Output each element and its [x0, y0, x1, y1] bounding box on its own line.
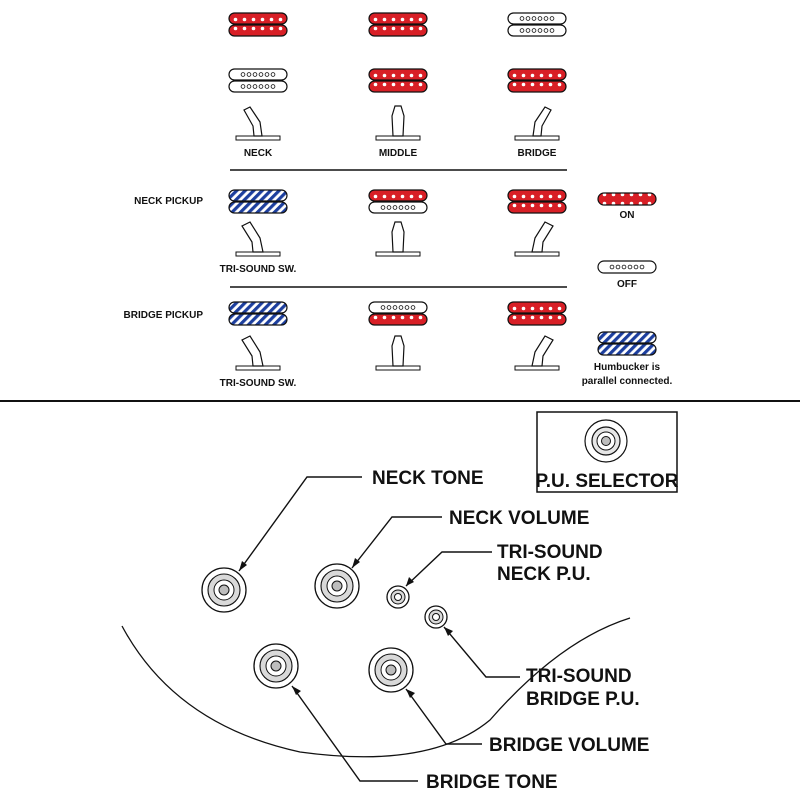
tri-sound-sw-label-2: TRI-SOUND SW. [219, 378, 297, 389]
leader-neck-volume [352, 517, 442, 568]
position-neck-label: NECK [243, 148, 273, 159]
switch-bridge [515, 107, 559, 140]
legend-parallel-line1: Humbucker is [593, 362, 661, 373]
neck-volume-knob [315, 564, 359, 608]
arrowhead-tri-neck [406, 577, 414, 586]
tri-sound-switch-bridge-3 [515, 336, 559, 370]
neck-tone-label: NECK TONE [372, 468, 484, 489]
tri-sound-switch-neck-1 [236, 222, 280, 256]
legend-parallel-line2: parallel connected. [581, 376, 673, 387]
leader-bridge-tone [292, 686, 418, 781]
neck-tone-knob [202, 568, 246, 612]
humbucker-bridge-parallel [229, 302, 287, 325]
bridge-tone-label: BRIDGE TONE [426, 772, 558, 793]
tri-sound-switch-bridge-2 [376, 336, 420, 370]
switch-middle [376, 106, 420, 140]
position-middle-label: MIDDLE [378, 148, 418, 159]
neck-pickup-row-label: NECK PICKUP [134, 196, 203, 207]
legend-on-pickup [598, 193, 656, 205]
tri-sound-neck-switch [387, 586, 409, 608]
arrowhead-bridge-volume [406, 689, 415, 698]
humbucker-middle-pos-lower [369, 69, 427, 92]
pu-selector-label: P.U. SELECTOR [535, 471, 679, 492]
leader-neck-tone [239, 477, 362, 571]
humbucker-neck-parallel [229, 190, 287, 213]
position-bridge-label: BRIDGE [517, 148, 557, 159]
humbucker-neck-pos-upper [229, 13, 287, 36]
bridge-pickup-row-label: BRIDGE PICKUP [123, 310, 203, 321]
leader-tri-neck [406, 552, 492, 586]
leader-tri-bridge [444, 627, 520, 677]
arrowhead-bridge-tone [292, 686, 301, 695]
humbucker-neck-series [369, 190, 427, 213]
tri-sound-switch-neck-3 [515, 222, 559, 256]
switch-neck [236, 107, 280, 140]
tri-sound-bridge-label-1: TRI-SOUND [526, 666, 632, 687]
leader-bridge-volume [406, 689, 482, 744]
tri-sound-bridge-label-2: BRIDGE P.U. [526, 689, 640, 710]
tri-sound-sw-label-1: TRI-SOUND SW. [219, 264, 297, 275]
legend-off-pickup [598, 261, 656, 273]
tri-sound-switch-bridge-1 [236, 336, 280, 370]
legend-off-label: OFF [617, 279, 637, 290]
neck-volume-label: NECK VOLUME [449, 508, 590, 529]
bridge-volume-knob [369, 648, 413, 692]
tri-sound-bridge-switch [425, 606, 447, 628]
tri-sound-switch-neck-2 [376, 222, 420, 256]
bridge-volume-label: BRIDGE VOLUME [489, 735, 650, 756]
humbucker-bridge-full [508, 302, 566, 325]
humbucker-neck-full [508, 190, 566, 213]
humbucker-bridge-series [369, 302, 427, 325]
tri-sound-neck-label-1: TRI-SOUND [497, 542, 603, 563]
humbucker-bridge-pos-lower [508, 69, 566, 92]
pu-selector-knob [585, 420, 627, 462]
humbucker-middle-pos-upper [369, 13, 427, 36]
arrowhead-tri-bridge [444, 627, 453, 636]
legend-on-label: ON [619, 210, 635, 221]
tri-sound-neck-label-2: NECK P.U. [497, 564, 591, 585]
humbucker-neck-pos-lower [229, 69, 287, 92]
bridge-tone-knob [254, 644, 298, 688]
legend-parallel-pickup [598, 332, 656, 355]
humbucker-bridge-pos-upper [508, 13, 566, 36]
